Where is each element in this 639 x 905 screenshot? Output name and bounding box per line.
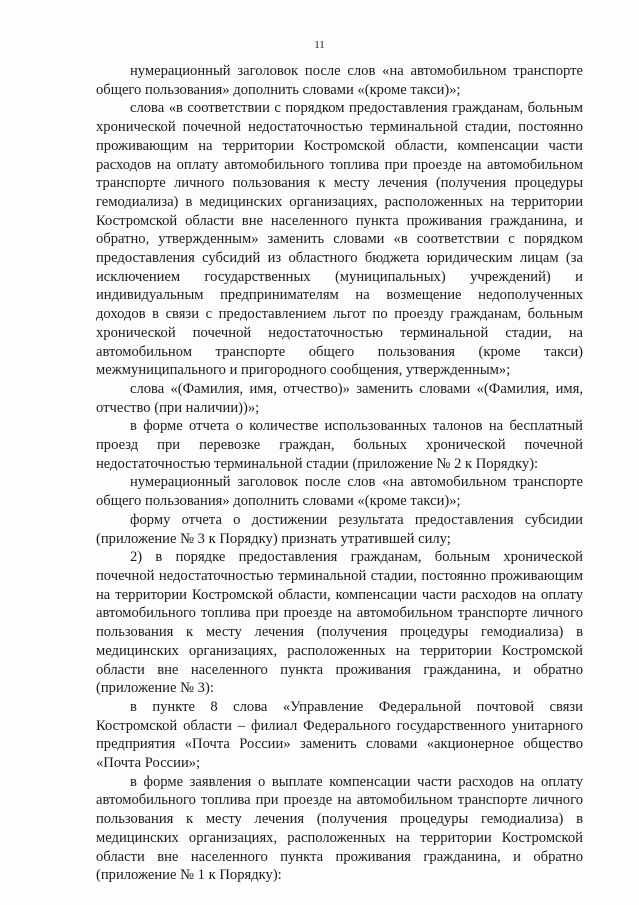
paragraph: нумерационный заголовок после слов «на автомобильном транспорте общего пользования» дополнить словами «(кроме такси)»; xyxy=(96,63,583,98)
page-number: 11 xyxy=(314,39,325,51)
paragraph: в пункте 8 слова «Управление Федеральной почтовой связи Костромской области – филиал Федерального государственного унитарного предприятия «Почта России» заменить словами «акционерное общество «Почта России»; xyxy=(96,698,583,772)
paragraph: 2) в порядке предоставления гражданам, больным хронической почечной недостаточностью терминальной стадии, постоянно проживающим на территории Костромской области, компенсации части расходов на оплату автомобильного топлива при проезде на автомобильном транспорте личного пользования к месту лечения (получения процедуры гемодиализа) в медицинских организациях, расположенных на территории Костромской области вне населенного пункта проживания гражданина, и обратно (приложение № 3): xyxy=(96,549,583,697)
paragraph: в форме отчета о количестве использованных талонов на бесплатный проезд при перевозке граждан, больных хронической почечной недостаточностью терминальной стадии (приложение № 2 к Порядку): xyxy=(96,418,583,472)
paragraph: слова «(Фамилия, имя, отчество)» заменить словами «(Фамилия, имя, отчество (при наличии))»; xyxy=(96,380,583,416)
paragraph: форму отчета о достижении результата предоставления субсидии (приложение № 3 к Порядку) признать утратившей силу; xyxy=(96,511,583,547)
document-body xyxy=(96,62,583,885)
paragraph: слова «в соответствии с порядком предоставления гражданам, больным хронической почечной недостаточностью терминальной стадии, постоянно проживающим на территории Костромской области, компенсации части расходов на оплату автомобильного топлива при проезде на автомобильном транспорте личного пользования к месту лечения (получения процедуры гемодиализа) в медицинских организациях, расположенных на территории Костромской области вне населенного пункта проживания гражданина, и обратно, утвержденным» заменить словами «в соответствии с порядком предоставления субсидий из областного бюджета юридическим лицам (за исключением государственных (муниципальных) учреждений) и индивидуальным предпринимателям на возмещение недополученных доходов в связи с предоставлением льгот по проезду гражданам, больным хронической почечной недостаточностью терминальной стадии, на автомобильном транспорте общего пользования (кроме такси) межмуниципального и пригородного сообщения, утвержденным»; xyxy=(96,100,583,379)
paragraph: в форме заявления о выплате компенсации части расходов на оплату автомобильного топлива при проезде на автомобильном транспорте личного пользования к месту лечения (получения процедуры гемодиализа) в медицинских организациях, расположенных на территории Костромской области вне населенного пункта проживания гражданина, и обратно (приложение № 1 к Порядку): xyxy=(96,773,583,884)
paragraph: нумерационный заголовок после слов «на автомобильном транспорте общего пользования» дополнить словами «(кроме такси)»; xyxy=(96,474,583,510)
